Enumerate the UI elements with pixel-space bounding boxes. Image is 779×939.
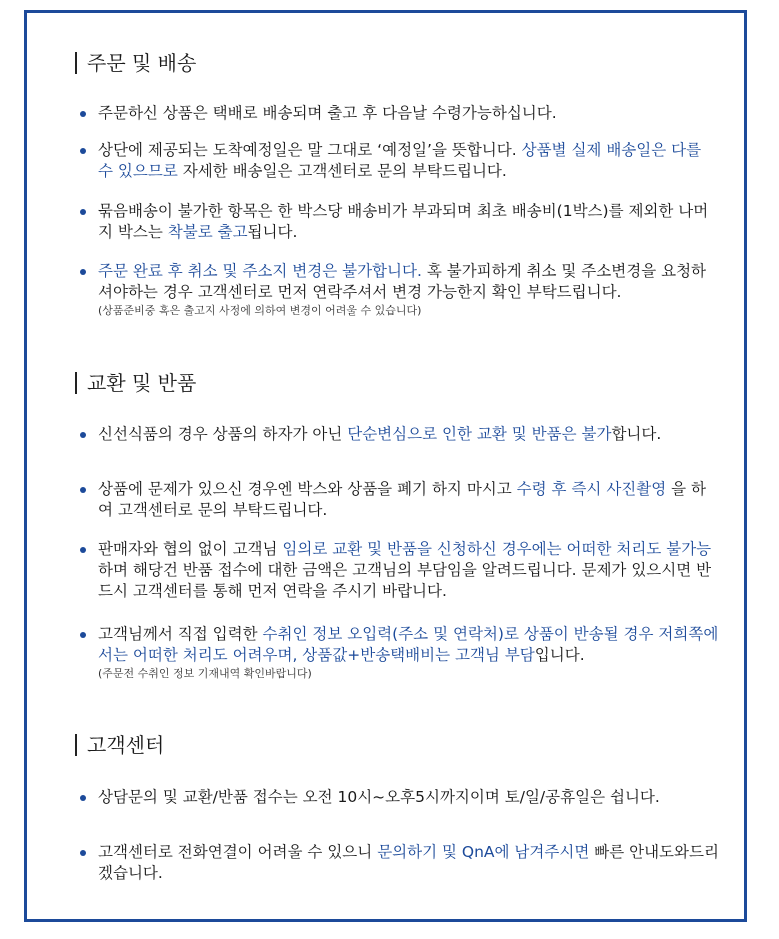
list-item	[80, 103, 720, 124]
bullet-icon	[80, 632, 86, 638]
item-text: 고객님께서 직접 입력한	[98, 625, 263, 643]
bullet-icon	[80, 850, 86, 856]
highlight-text: 단순변심으로 인한 교환 및 반품은 불가	[347, 425, 612, 443]
list-item	[80, 201, 720, 243]
list-item	[80, 787, 720, 808]
item-text: 하며 해당건 반품 접수에 대한 금액은 고객님의 부담임을 알려드립니다. 문제가 있으시면 반드시 고객센터를 통해 먼저 연락을 주시기 바랍니다.	[98, 561, 712, 600]
list-item	[80, 624, 720, 681]
bullet-icon	[80, 547, 86, 553]
highlight-text: 착불로 출고	[167, 223, 248, 241]
list-item	[80, 479, 720, 521]
list-item	[80, 140, 720, 182]
section-title-exchange-return: 교환 및 반품	[75, 372, 196, 394]
item-text: 상단에 제공되는 도착예정일은 말 그대로 ‘예정일’을 뜻합니다.	[98, 141, 522, 159]
item-text: 묶음배송이 불가한 항목은 한 박스당 배송비가 부과되며 최초 배송비(1박스)를 제외한 나머지 박스는	[98, 202, 709, 241]
list-item	[80, 424, 720, 445]
bullet-icon	[80, 148, 86, 154]
bullet-icon	[80, 111, 86, 117]
bullet-icon	[80, 269, 86, 275]
highlight-text: 수취인 정보 오입력(주소 및 연락처)로 상품이 반송될 경우 저희쪽에서는 어떠한 처리도 어려우며, 상품값+반송택배비는 고객님 부담	[98, 625, 719, 664]
bullet-icon	[80, 795, 86, 801]
item-text: 신선식품의 경우 상품의 하자가 아닌	[98, 425, 348, 443]
item-note: (상품준비중 혹은 출고지 사정에 의하여 변경이 어려울 수 있습니다)	[98, 304, 422, 317]
section-title-order-shipping: 주문 및 배송	[75, 52, 196, 74]
item-text: 혹 불가피하게 취소 및 주소변경을 요청하셔야하는 경우 고객센터로 먼저 연락주셔서 변경 가능한지 확인 부탁드립니다.	[98, 262, 707, 301]
highlight-text: 주문 완료 후 취소 및 주소지 변경은 불가합니다.	[98, 262, 422, 280]
item-text: 주문하신 상품은 택배로 배송되며 출고 후 다음날 수령가능하십니다.	[98, 104, 557, 122]
bullet-icon	[80, 432, 86, 438]
highlight-text: 임의로 교환 및 반품을 신청하신 경우에는 어떠한 처리도 불가능	[282, 540, 712, 558]
highlight-text: 상품별 실제 배송일은 다를 수 있으므로	[98, 141, 702, 180]
section-title-customer-center: 고객센터	[75, 734, 164, 756]
item-text: 빠른 안내도와드리겠습니다.	[98, 843, 719, 882]
highlight-text: 문의하기 및 QnA에 남겨주시면	[377, 843, 590, 861]
item-note: (주문전 수취인 정보 기재내역 확인바랍니다)	[98, 667, 312, 680]
item-text: 합니다.	[611, 425, 662, 443]
item-text: 상담문의 및 교환/반품 접수는 오전 10시~오후5시까지이며 토/일/공휴일은 쉽니다.	[98, 788, 660, 806]
list-item	[80, 539, 720, 602]
bullet-icon	[80, 209, 86, 215]
item-text: 고객센터로 전화연결이 어려울 수 있으니	[98, 843, 378, 861]
item-text: 을 하여 고객센터로 문의 부탁드립니다.	[98, 480, 707, 519]
item-text: 자세한 배송일은 고객센터로 문의 부탁드립니다.	[177, 162, 507, 180]
list-item	[80, 261, 720, 318]
list-item	[80, 842, 720, 884]
item-text: 상품에 문제가 있으신 경우엔 박스와 상품을 폐기 하지 마시고	[98, 480, 517, 498]
highlight-text: 수령 후 즉시 사진촬영	[516, 480, 667, 498]
bullet-icon	[80, 487, 86, 493]
item-text: 판매자와 협의 없이 고객님	[98, 540, 283, 558]
item-text: 됩니다.	[247, 223, 298, 241]
item-text: 입니다.	[534, 646, 585, 664]
